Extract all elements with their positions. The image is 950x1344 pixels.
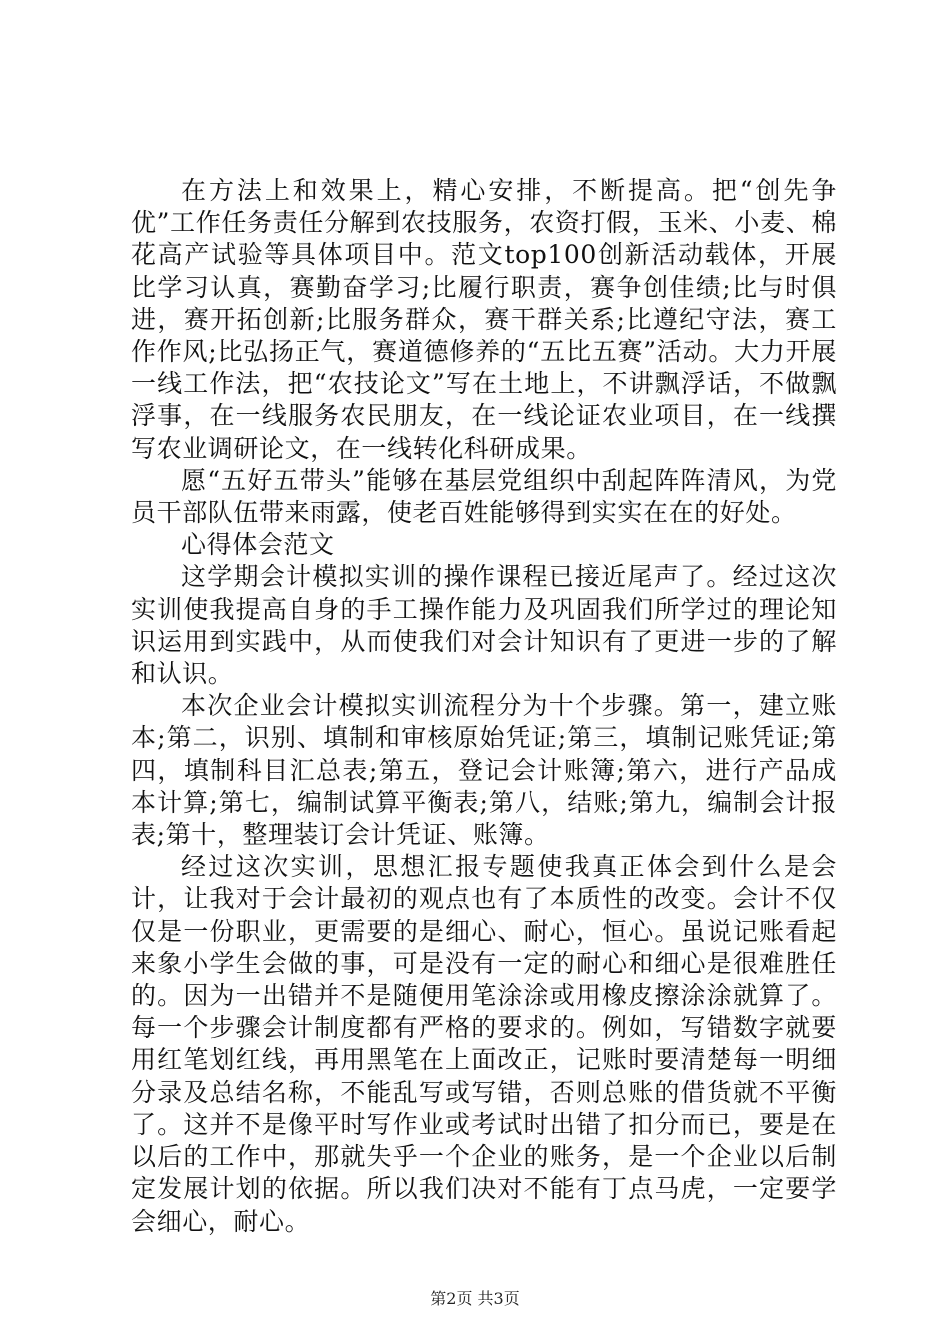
- paragraph: 经过这次实训，思想汇报专题使我真正体会到什么是会计，让我对于会计最初的观点也有了本质性的改变。会计不仅仅是一份职业，更需要的是细心、耐心，恒心。虽说记账看起来象小学生会做的事，可是没有一定的耐心和细心是很难胜任的。因为一出错并不是随便用笔涂涂或用橡皮擦涂涂就算了。每一个步骤会计制度都有严格的要求的。例如，写错数字就要用红笔划红线，再用黑笔在上面改正，记账时要清楚每一明细分录及总结名称，不能乱写或写错，否则总账的借货就不平衡了。这并不是像平时写作业或考试时出错了扣分而已，要是在以后的工作中，那就失乎一个企业的账务，是一个企业以后制定发展计划的依据。所以我们决对不能有丁点马虎，一定要学会细心，耐心。: [131, 852, 837, 1236]
- paragraph: 本次企业会计模拟实训流程分为十个步骤。第一，建立账本;第二，识别、填制和审核原始凭证;第三，填制记账凭证;第四，填制科目汇总表;第五，登记会计账簿;第六，进行产品成本计算;第七，编制试算平衡表;第八，结账;第九，编制会计报表;第十，整理装订会计凭证、账簿。: [131, 691, 837, 850]
- paragraph: 这学期会计模拟实训的操作课程已接近尾声了。经过这次实训使我提高自身的手工操作能力及巩固我们所学过的理论知识运用到实践中，从而使我们对会计知识有了更进一步的了解和认识。: [131, 562, 837, 689]
- paragraph: 在方法上和效果上，精心安排，不断提高。把“创先争优”工作任务责任分解到农技服务，农资打假，玉米、小麦、棉花高产试验等具体项目中。范文top100创新活动载体，开展比学习认真，赛勤奋学习;比履行职责，赛争创佳绩;比与时俱进，赛开拓创新;比服务群众，赛干群关系;比遵纪守法，赛工作作风;比弘扬正气，赛道德修养的“五比五赛”活动。大力开展一线工作法，把“农技论文”写在土地上，不讲飘浮话，不做飘浮事，在一线服务农民朋友，在一线论证农业项目，在一线撰写农业调研论文，在一线转化科研成果。: [131, 176, 837, 463]
- document-body: [131, 175, 837, 1238]
- page-footer: 第2页 共3页: [430, 1289, 520, 1308]
- paragraph: 愿“五好五带头”能够在基层党组织中刮起阵阵清风，为党员干部队伍带来雨露，使老百姓能够得到实实在在的好处。: [131, 465, 837, 528]
- section-heading: 心得体会范文: [181, 530, 335, 560]
